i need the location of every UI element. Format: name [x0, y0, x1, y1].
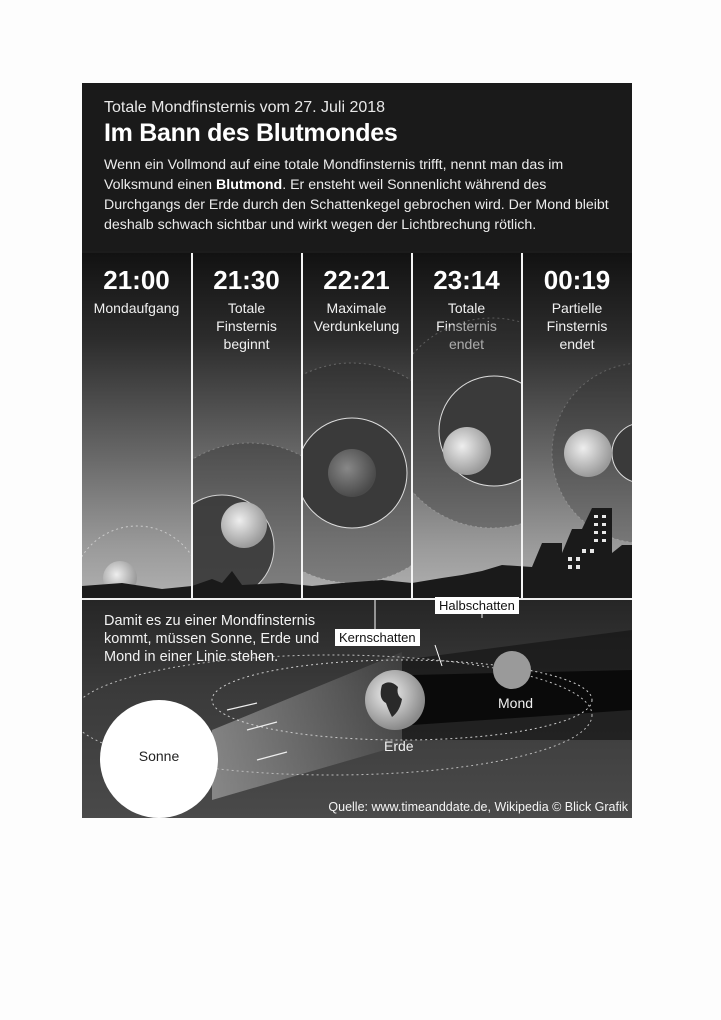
moon-3: [328, 449, 376, 497]
eclipse-shadows: [82, 253, 632, 598]
moon: [493, 651, 531, 689]
header: [82, 83, 632, 251]
kernschatten-label: Kernschatten: [335, 629, 420, 646]
phase-time: 23:14: [433, 265, 500, 295]
moon-5: [564, 429, 612, 477]
diagram-caption: Damit es zu einer Mondfinsternis kommt, müssen Sonne, Erde und Mond in einer Linie stehen.: [104, 613, 320, 665]
phase-label: Partielle Finsternis endet: [546, 300, 608, 352]
phase-time: 21:30: [213, 265, 280, 295]
moon-4: [443, 427, 491, 475]
infographic: [82, 83, 632, 818]
phase-label: Totale Finsternis beginnt: [216, 300, 277, 352]
phase-label: Totale Finsternis endet: [436, 300, 497, 352]
phase-time: 22:21: [323, 265, 390, 295]
erde-label: Erde: [384, 738, 414, 754]
divider: [191, 253, 193, 598]
phase-label: Maximale Verdunkelung: [313, 300, 400, 334]
eclipse-diagram: [82, 598, 632, 818]
intro-part1: Wenn ein Vollmond auf eine totale Mondfinsternis trifft, nennt man das im Volksmund einen: [104, 157, 564, 193]
phase-panels: [82, 253, 632, 598]
sun-label: Sonne: [138, 748, 180, 764]
sun: [100, 700, 218, 818]
phase-time: 21:00: [103, 265, 170, 295]
page-title: Im Bann des Blutmondes: [104, 119, 398, 147]
mond-label: Mond: [498, 695, 534, 711]
divider: [521, 253, 523, 598]
intro-bold: Blutmond: [216, 177, 283, 193]
phase-label: Mondaufgang: [93, 300, 180, 316]
intro-part2: . Er ensteht weil Sonnenlicht während des Durchgangs der Erde durch den Schattenkegel gebrochen wird. Der Mond bleibt deshalb schwach sichtbar und wirkt wegen der Lichtbrechung rötlich.: [104, 177, 609, 233]
phase-time: 00:19: [543, 265, 611, 295]
halbschatten-label: Halbschatten: [435, 597, 519, 614]
intro-text: [104, 155, 614, 235]
divider: [411, 253, 413, 598]
subtitle: Totale Mondfinsternis vom 27. Juli 2018: [104, 99, 386, 116]
divider: [301, 253, 303, 598]
source-note: Quelle: www.timeanddate.de, Wikipedia © Blick Grafik: [328, 800, 628, 814]
moon-2: [221, 502, 267, 548]
